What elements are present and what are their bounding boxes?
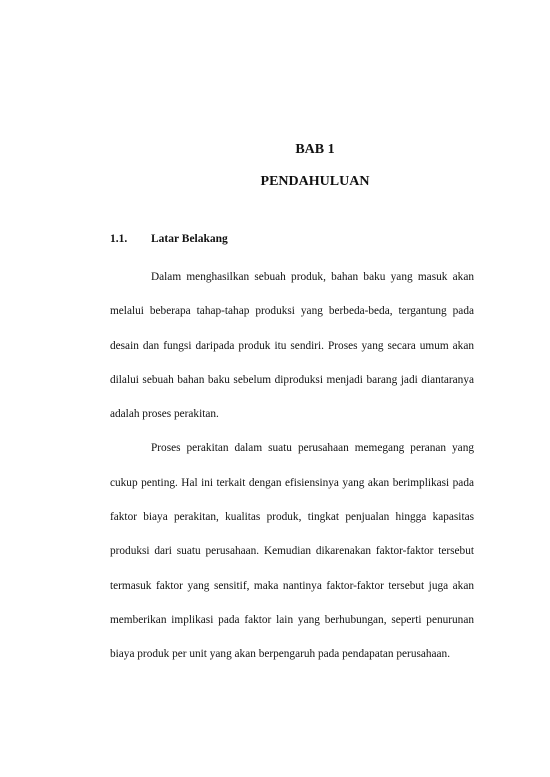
section-title: Latar Belakang: [151, 233, 228, 245]
chapter-title: PENDAHULUAN: [260, 174, 370, 189]
section-number: 1.1.: [110, 233, 128, 245]
paragraph: Proses perakitan dalam suatu perusahaan memegang peranan yang cukup penting. Hal ini terkait dengan efisiensinya yang akan berimplikasi pada faktor biaya perakitan, kualitas produk, tingkat penjualan hingga kapasitas produksi dari suatu perusahaan. Kemudian dikarenakan faktor-faktor tersebut termasuk faktor yang sensitif, maka nantinya faktor-faktor tersebut juga akan memberikan implikasi pada faktor lain yang berhubungan, seperti penurunan biaya produk per unit yang akan berpengaruh pada pendapatan perusahaan.: [110, 442, 474, 661]
paragraph: Dalam menghasilkan sebuah produk, bahan baku yang masuk akan melalui beberapa tahap-tahap produksi yang berbeda-beda, tergantung pada desain dan fungsi daripada produk itu sendiri. Proses yang secara umum akan dilalui sebuah bahan baku sebelum diproduksi menjadi barang jadi diantaranya adalah proses perakitan.: [110, 271, 474, 421]
section-heading: [110, 233, 228, 245]
chapter-number: BAB 1: [295, 142, 335, 157]
body-text: [110, 260, 474, 672]
